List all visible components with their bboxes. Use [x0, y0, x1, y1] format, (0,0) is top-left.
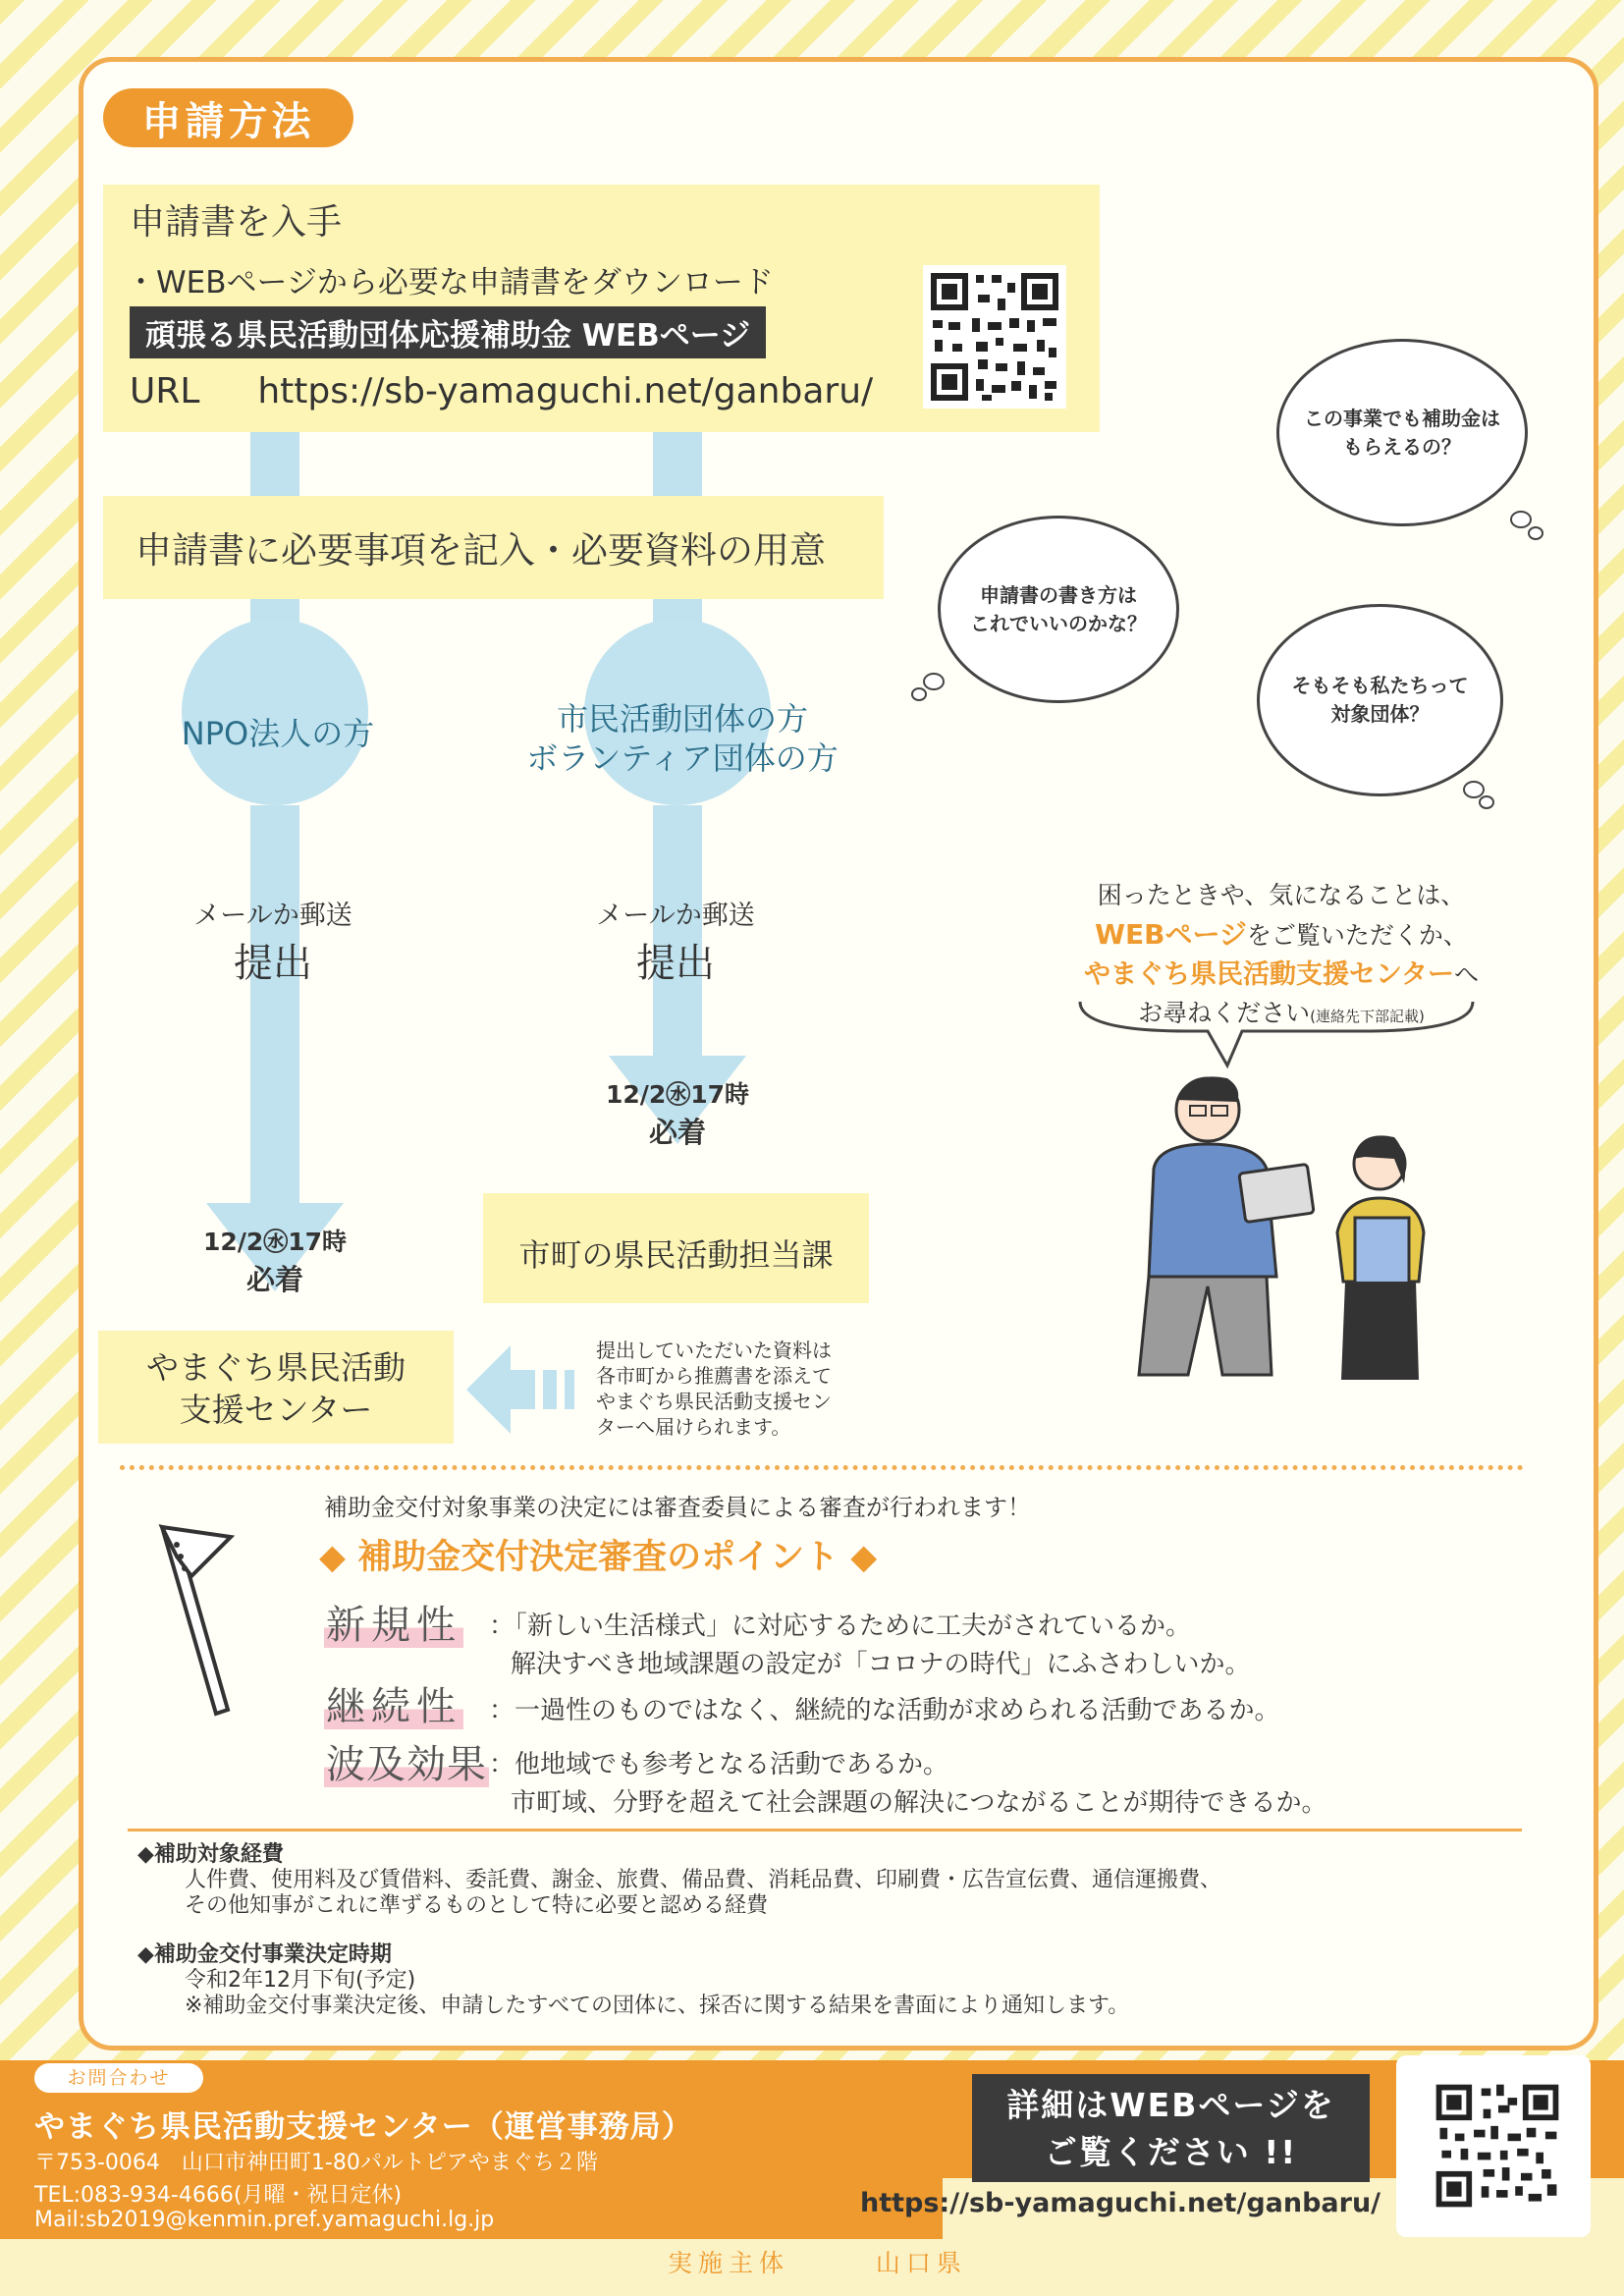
- cta-line1: 詳細はWEBページを: [1006, 2086, 1335, 2124]
- forward-arrow-icon: [466, 1340, 584, 1439]
- review-intro: 補助金交付対象事業の決定には審査委員による審査が行われます！: [324, 1494, 1031, 1521]
- forward-note-line1: 提出していただいた資料は: [596, 1339, 832, 1362]
- review-title: ◆ 補助金交付決定審査のポイント ◆: [319, 1538, 878, 1577]
- section-rule: [128, 1829, 1522, 1831]
- thought-2-line2: これでいいのかな？: [970, 611, 1147, 635]
- center-box-text: [98, 1347, 454, 1432]
- footer-mail[interactable]: Mail:sb2019@kenmin.pref.yamaguchi.lg.jp: [34, 2208, 495, 2232]
- point-1-line2: 解決すべき地域課題の設定が「コロナの時代」にふさわしいか。: [511, 1650, 1251, 1679]
- office-label: 市町の県民活動担当課: [518, 1236, 834, 1274]
- forward-note-line2: 各市町から推薦書を添えて: [596, 1364, 832, 1388]
- help-line3-suffix: へ: [1453, 959, 1479, 989]
- people-illustration: [1110, 1061, 1443, 1385]
- point-3-line2: 市町域、分野を超えて社会課題の解決につながることが期待できるか。: [511, 1788, 1327, 1818]
- forward-note-line3: やまぐち県民活動支援セン: [596, 1390, 832, 1413]
- web-page-label-wrap: [130, 306, 766, 358]
- expenses-heading: ◆補助対象経費: [137, 1842, 284, 1867]
- left-submit: [175, 894, 371, 988]
- center-box-line2: 支援センター: [179, 1390, 373, 1429]
- url-link[interactable]: https://sb-yamaguchi.net/ganbaru/: [257, 371, 874, 411]
- step1-title: 申請書を入手: [130, 202, 343, 243]
- right-submit-label: 提出: [636, 941, 715, 986]
- footer-org: やまぐち県民活動支援センター（運営事務局）: [34, 2109, 693, 2145]
- right-deadline: [565, 1075, 790, 1151]
- url-row: [130, 371, 873, 411]
- web-page-label: 頑張る県民活動団体応援補助金 WEBページ: [130, 306, 766, 358]
- help-line4: お尋ねください: [1138, 999, 1311, 1027]
- left-deadline-note: 必着: [245, 1263, 303, 1296]
- help-center-link[interactable]: やまぐち県民活動支援センター: [1084, 958, 1454, 990]
- citizen-label: [511, 699, 854, 778]
- thought-2-line1: 申請書の書き方は: [980, 582, 1137, 607]
- flow-bar-left-long: [250, 805, 299, 1208]
- help-web-link[interactable]: WEBページ: [1095, 917, 1247, 951]
- thought-1-line2: もらえるの？: [1343, 434, 1461, 459]
- thought-bubble-dot: [1528, 526, 1543, 540]
- help-line1: 困ったときや、気になることは、: [1097, 881, 1466, 909]
- citizen-label-line2: ボランティア団体の方: [526, 739, 839, 777]
- point-3-line1: ：他地域でも参考となる活動であるか。: [489, 1750, 949, 1779]
- left-submit-label: 提出: [234, 941, 312, 986]
- center-box-line1: やまぐち県民活動: [146, 1348, 406, 1387]
- thought-1-line1: この事業でも補助金は: [1304, 406, 1500, 430]
- forward-note-line4: ターへ届けられます。: [596, 1415, 791, 1439]
- sponsor: [668, 2244, 967, 2279]
- left-submit-method: メールか郵送: [193, 901, 352, 931]
- url-label: URL: [130, 371, 200, 411]
- sponsor-name: 山口県: [875, 2249, 967, 2277]
- thought-bubble-dot: [1479, 795, 1494, 809]
- flag-icon: [147, 1517, 265, 1723]
- section-title: 申請方法: [103, 88, 353, 147]
- thought-3-line1: そもそも私たちって: [1291, 674, 1469, 697]
- footer-tel: TEL:083-934-4666(月曜・祝日定休): [34, 2183, 403, 2208]
- point-desc-2: [489, 1690, 1279, 1726]
- point-desc-1: [489, 1608, 1250, 1684]
- timing-line2: ※補助金交付事業決定後、申請したすべての団体に、採否に関する結果を書面により通知します。: [185, 1993, 1130, 2018]
- speech-bubble-outline: [1070, 992, 1483, 1070]
- right-deadline-note: 必着: [648, 1116, 706, 1149]
- qr-code-bottom[interactable]: [1429, 2077, 1566, 2214]
- forward-note: [596, 1338, 832, 1440]
- point-term-2: [324, 1675, 463, 1731]
- expenses-block: [137, 1842, 1221, 1919]
- left-deadline-time: 12/2㊌17時: [202, 1228, 348, 1256]
- contact-label: お問合わせ: [34, 2063, 203, 2093]
- qr-code-top[interactable]: [923, 265, 1066, 409]
- expenses-line2: その他知事がこれに準ずるものとして特に必要と認める経費: [185, 1892, 769, 1918]
- thought-bubble-dot: [1510, 511, 1532, 528]
- thought-cloud-1: [1276, 339, 1528, 526]
- sponsor-label: 実施主体: [668, 2249, 790, 2277]
- right-submit: [577, 894, 774, 988]
- point-term-2-text: 継続性: [326, 1684, 461, 1729]
- point-term-3: [324, 1733, 489, 1789]
- right-submit-method: メールか郵送: [596, 901, 755, 931]
- point-desc-3: [489, 1746, 1326, 1823]
- expenses-line1: 人件費、使用料及び賃借料、委託費、謝金、旅費、備品費、消耗品費、印刷費・広告宣伝費、通信運搬費、: [185, 1867, 1222, 1892]
- point-term-3-text: 波及効果: [326, 1742, 487, 1787]
- thought-bubble-dot: [923, 673, 945, 690]
- point-term-1: [324, 1594, 463, 1650]
- point-1-line1: ：「新しい生活様式」に対応するために工夫がされているか。: [489, 1612, 1192, 1641]
- cta-line2: ご覧ください !!: [1044, 2132, 1298, 2171]
- point-term-1-text: 新規性: [326, 1603, 461, 1648]
- footer-address: 〒753-0064 山口市神田町1-80パルトピアやまぐち２階: [34, 2151, 598, 2175]
- thought-bubble-dot: [911, 687, 927, 701]
- npo-label: NPO法人の方: [181, 715, 375, 752]
- cta-box[interactable]: [972, 2074, 1370, 2182]
- timing-block: [137, 1942, 1129, 2019]
- thought-cloud-3: [1257, 604, 1503, 796]
- right-deadline-time: 12/2㊌17時: [605, 1080, 750, 1109]
- help-note: (連絡先下部記載): [1310, 1008, 1425, 1025]
- timing-heading: ◆補助金交付事業決定時期: [137, 1942, 392, 1967]
- step1-bullet: ・WEBページから必要な申請書をダウンロード: [126, 265, 774, 301]
- point-2-line1: ：一過性のものではなく、継続的な活動が求められる活動であるか。: [489, 1696, 1280, 1725]
- step2-title: 申請書に必要事項を記入・必要資料の用意: [135, 529, 826, 572]
- thought-cloud-2: [938, 516, 1179, 703]
- footer-url[interactable]: https://sb-yamaguchi.net/ganbaru/: [860, 2188, 1381, 2218]
- citizen-label-line1: 市民活動団体の方: [556, 700, 808, 738]
- help-line2-suffix: をご覧いただくか、: [1246, 920, 1468, 950]
- thought-3-line2: 対象団体？: [1330, 702, 1430, 726]
- left-deadline: [162, 1223, 388, 1298]
- dotted-divider: [120, 1465, 1524, 1470]
- timing-line1: 令和2年12月下旬(予定): [185, 1967, 416, 1993]
